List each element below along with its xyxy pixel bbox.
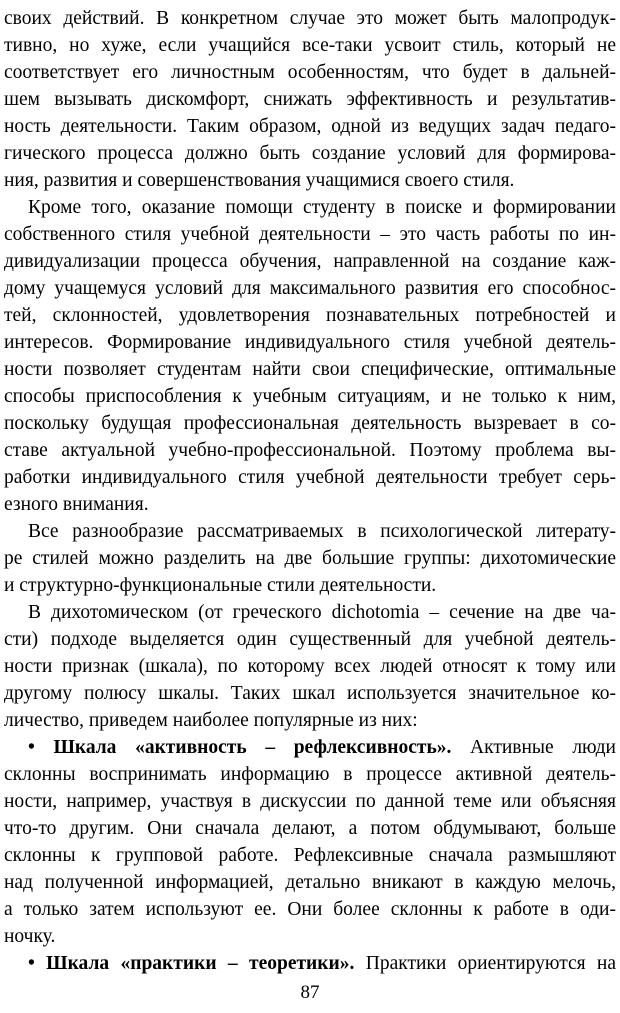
text-line: способы приспособления к учебным ситуациям, и не только к ним, — [4, 386, 616, 407]
bullet-text: Практики ориентируются на — [365, 953, 617, 974]
text-line: собственного стиля учебной деятельности – это часть работы по ин- — [4, 224, 616, 245]
text-line: гического процесса должно быть создание условий для формирова- — [4, 143, 616, 164]
text-line: личество, приведем наиболее популярные из них: — [4, 710, 418, 731]
bullet-icon: • — [28, 953, 35, 974]
text-line: ности, например, участвуя в дискуссии по данной теме или объясняя — [4, 791, 616, 812]
bullet-item-activity — [28, 734, 616, 761]
bullet-heading: Шкала «активность – рефлексивность». — [53, 737, 452, 758]
text-line: ность деятельности. Таким образом, одной из ведущих задач педаго- — [4, 116, 616, 137]
text-line: дивидуализации процесса обучения, направленной на создание каж- — [4, 251, 616, 272]
text-line: тей, склонностей, удовлетворения познавательных потребностей и — [4, 305, 616, 326]
paragraph-first-line: Кроме того, оказание помощи студенту в поиске и формировании — [28, 197, 616, 218]
text-line: ности признак (шкала), по которому всех людей относят к тому или — [4, 656, 616, 677]
bullet-item-practice — [28, 950, 616, 977]
bullet-icon: • — [28, 737, 35, 758]
bullet-text: Активные люди — [470, 737, 616, 758]
text-line: ния, развития и совершенствования учащимися своего стиля. — [4, 170, 515, 191]
text-line: шем вызывать дискомфорт, снижать эффективность и результатив- — [4, 89, 616, 110]
text-line: склонны воспринимать информацию в процессе активной деятель- — [4, 764, 616, 785]
text-line: и структурно-функциональные стили деятельности. — [4, 575, 437, 596]
text-line: а только затем используют ее. Они более склонны к работе в оди- — [4, 899, 616, 920]
text-line: своих действий. В конкретном случае это может быть малопродук- — [4, 8, 616, 29]
paragraph-first-line: В дихотомическом (от греческого dichotomia – сечение на две ча- — [28, 602, 616, 623]
text-line: поскольку будущая профессиональная деятельность вызревает в со- — [4, 413, 616, 434]
paragraph-first-line: Все разнообразие рассматриваемых в психологической литерату- — [28, 521, 616, 542]
text-line: дому учащемуся условий для максимального развития его способнос- — [4, 278, 616, 299]
text-line: что-то другим. Они сначала делают, а потом обдумывают, больше — [4, 818, 616, 839]
text-line: ночку. — [4, 926, 56, 947]
text-line: ности позволяет студентам найти свои специфические, оптимальные — [4, 359, 616, 380]
text-line: работки индивидуального стиля учебной деятельности требует серь- — [4, 467, 616, 488]
text-line: склонны к групповой работе. Рефлексивные сначала размышляют — [4, 845, 616, 866]
text-line: над полученной информацией, детально вникают в каждую мелочь, — [4, 872, 616, 893]
text-line: соответствует его личностным особенностям, что будет в дальней- — [4, 62, 616, 83]
text-line: ре стилей можно разделить на две большие группы: дихотомические — [4, 548, 616, 569]
text-line: ставе актуальной учебно-профессиональной. Поэтому проблема вы- — [4, 440, 616, 461]
bullet-heading: Шкала «практики – теоретики». — [46, 953, 355, 974]
text-line: другому полюсу шкалы. Таких шкал используется значительное ко- — [4, 683, 616, 704]
text-line: езного внимания. — [4, 494, 149, 515]
text-line: сти) подходе выделяется один существенный для учебной деятель- — [4, 629, 616, 650]
text-line: интересов. Формирование индивидуального стиля учебной деятель- — [4, 332, 616, 353]
page-number: 87 — [300, 982, 320, 1003]
text-line: тивно, но хуже, если учащийся все-таки усвоит стиль, который не — [4, 35, 616, 56]
